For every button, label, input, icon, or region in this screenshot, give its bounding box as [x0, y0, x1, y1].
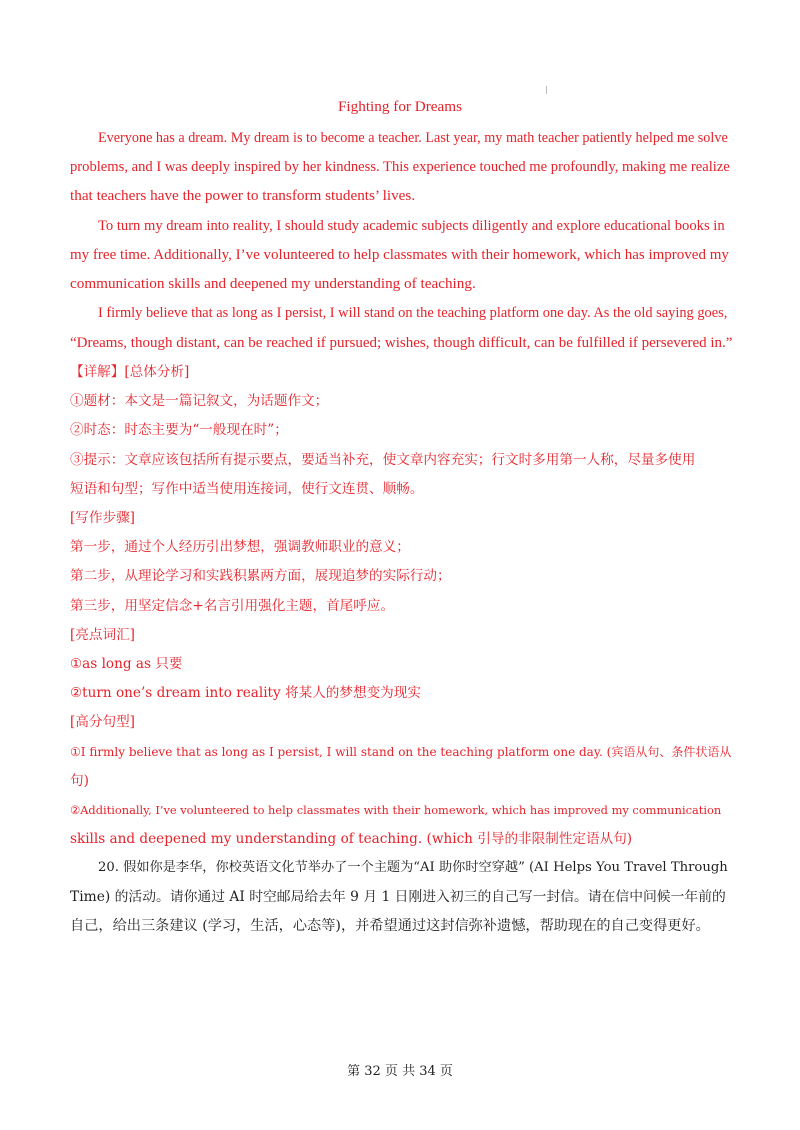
analysis-heading: 【详解】[总体分析]	[70, 364, 190, 380]
vocab-item: ②turn one’s dream into reality 将某人的梦想变为现实	[70, 685, 421, 701]
essay-line: that teachers have the power to transform students’ lives.	[70, 187, 416, 204]
essay-line: “Dreams, though distant, can be reached if pursued; wishes, though difficult, can be fulfilled if persevered in.”	[70, 335, 733, 351]
step-item: 第二步，从理论学习和实践积累两方面，展现追梦的实际行动；	[70, 568, 451, 584]
essay-line: communication skills and deepened my understanding of teaching.	[70, 275, 476, 292]
analysis-item: 短语和句型；写作中适当使用连接词，使行文连贯、顺畅。	[70, 481, 424, 497]
vocab-item: ①as long as 只要	[70, 656, 183, 672]
sentences-heading: [高分句型]	[70, 714, 135, 730]
question-line: 自己，给出三条建议 (学习，生活，心态等)，并希望通过这封信弥补遗憾，帮助现在的自己变得更好。	[70, 918, 710, 934]
analysis-item: ②时态：时态主要为“一般现在时”；	[70, 422, 288, 438]
margin-mark	[546, 86, 547, 94]
sentence-item: ②Additionally, I’ve volunteered to help classmates with their homework, which has improved my communication	[70, 803, 722, 817]
vocab-heading: [亮点词汇]	[70, 627, 135, 643]
essay-line: To turn my dream into reality, I should study academic subjects diligently and explore educational books in	[98, 218, 725, 234]
steps-heading: [写作步骤]	[70, 510, 135, 526]
essay-line: problems, and I was deeply inspired by her kindness. This experience touched me profoundly, making me realize	[70, 159, 730, 175]
question-line: 20. 假如你是李华，你校英语文化节举办了一个主题为“AI 助你时空穿越” (AI Helps You Travel Through	[98, 860, 728, 875]
sentence-item: 句)	[70, 773, 89, 789]
step-item: 第三步，用坚定信念+名言引用强化主题，首尾呼应。	[70, 598, 395, 614]
analysis-item: ③提示：文章应该包括所有提示要点，要适当补充，使文章内容充实；行文时多用第一人称，尽量多使用	[70, 452, 696, 468]
analysis-item: ①题材：本文是一篇记叙文，为话题作文；	[70, 393, 329, 409]
question-line: Time) 的活动。请你通过 AI 时空邮局给去年 9 月 1 日刚进入初三的自己写一封信。请在信中问候一年前的	[70, 889, 726, 905]
essay-line: my free time. Additionally, I’ve volunteered to help classmates with their homework, which has improved my	[70, 247, 729, 263]
essay-line: Everyone has a dream. My dream is to become a teacher. Last year, my math teacher patiently helped me solve	[98, 130, 728, 146]
essay-line: I firmly believe that as long as I persist, I will stand on the teaching platform one day. As the old saying goes,	[98, 305, 728, 321]
page-number: 第 32 页 共 34 页	[347, 1064, 453, 1079]
essay-title: Fighting for Dreams	[337, 98, 462, 115]
sentence-item: skills and deepened my understanding of teaching. (which 引导的非限制性定语从句)	[70, 831, 633, 847]
step-item: 第一步，通过个人经历引出梦想，强调教师职业的意义；	[70, 539, 410, 555]
sentence-item: ①I firmly believe that as long as I persist, I will stand on the teaching platform one day. (宾语从句、条件状语从	[70, 745, 732, 759]
